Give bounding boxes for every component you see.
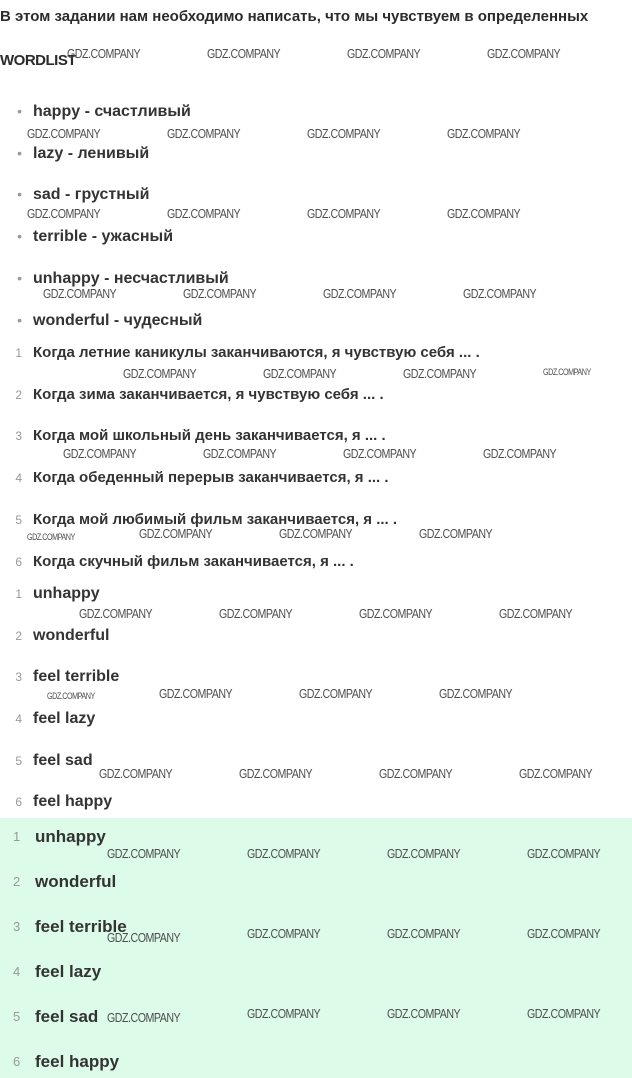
- watermark-text: GDZ.COMPANY: [47, 691, 95, 701]
- watermark-text: GDZ.COMPANY: [447, 206, 521, 221]
- question-item: 1 Когда летние каникулы заканчиваются, я чувствую себя ... .: [15, 344, 480, 361]
- watermark-text: GDZ.COMPANY: [347, 46, 421, 61]
- watermark-text: GDZ.COMPANY: [107, 1010, 181, 1025]
- watermark-text: GDZ.COMPANY: [63, 446, 137, 461]
- watermark-text: GDZ.COMPANY: [183, 286, 257, 301]
- watermark-text: GDZ.COMPANY: [487, 46, 561, 61]
- watermark-text: GDZ.COMPANY: [387, 1006, 461, 1021]
- watermark-text: GDZ.COMPANY: [419, 526, 493, 541]
- watermark-text: GDZ.COMPANY: [519, 766, 593, 781]
- answer-item: 6 feel happy: [15, 793, 113, 810]
- watermark-text: GDZ.COMPANY: [463, 286, 537, 301]
- bullet-icon: •: [17, 228, 22, 244]
- watermark-text: GDZ.COMPANY: [79, 606, 153, 621]
- watermark-text: GDZ.COMPANY: [27, 206, 101, 221]
- watermark-text: GDZ.COMPANY: [247, 846, 321, 861]
- answer-highlight-block: 1 unhappy 2 wonderful 3 feel terrible 4 feel lazy 5 feel sad 6 feel happy: [0, 818, 632, 1078]
- watermark-text: GDZ.COMPANY: [67, 46, 141, 61]
- answer-item: 2 wonderful: [15, 627, 110, 644]
- watermark-text: GDZ.COMPANY: [139, 526, 213, 541]
- watermark-text: GDZ.COMPANY: [27, 532, 75, 542]
- answer-item: 1 unhappy: [15, 585, 100, 602]
- bullet-icon: •: [17, 312, 22, 328]
- bullet-icon: •: [17, 186, 22, 202]
- watermark-text: GDZ.COMPANY: [307, 206, 381, 221]
- watermark-text: GDZ.COMPANY: [99, 766, 173, 781]
- watermark-text: GDZ.COMPANY: [439, 686, 513, 701]
- watermark-text: GDZ.COMPANY: [483, 446, 557, 461]
- wordlist-item: • wonderful - чудесный: [0, 312, 22, 330]
- question-item: 2 Когда зима заканчивается, я чувствую себя ... .: [15, 386, 384, 403]
- watermark-text: GDZ.COMPANY: [387, 846, 461, 861]
- question-item: 5 Когда мой любимый фильм заканчивается, я ... .: [15, 511, 398, 528]
- wordlist-item: • happy - счастливый: [0, 103, 22, 121]
- watermark-text: GDZ.COMPANY: [207, 46, 281, 61]
- watermark-text: GDZ.COMPANY: [299, 686, 373, 701]
- watermark-text: GDZ.COMPANY: [279, 526, 353, 541]
- answer-item: 4 feel lazy: [15, 710, 96, 727]
- answer-item: 5 feel sad: [15, 752, 93, 769]
- watermark-text: GDZ.COMPANY: [107, 930, 181, 945]
- watermark-text: GDZ.COMPANY: [447, 126, 521, 141]
- wordlist-item: • terrible - ужасный: [0, 228, 22, 246]
- question-item: 3 Когда мой школьный день заканчивается, я ... .: [15, 427, 386, 444]
- wordlist-item: • unhappy - несчастливый: [0, 270, 22, 288]
- bullet-icon: •: [17, 270, 22, 286]
- watermark-text: GDZ.COMPANY: [379, 766, 453, 781]
- watermark-text: GDZ.COMPANY: [359, 606, 433, 621]
- bullet-icon: •: [17, 145, 22, 161]
- wordlist-title: WORDLIST: [0, 52, 76, 69]
- question-item: 4 Когда обеденный перерыв заканчивается, я ... .: [15, 469, 389, 486]
- watermark-text: GDZ.COMPANY: [527, 846, 601, 861]
- watermark-text: GDZ.COMPANY: [543, 367, 591, 377]
- question-item: 6 Когда скучный фильм заканчивается, я ... .: [15, 553, 354, 570]
- watermark-text: GDZ.COMPANY: [203, 446, 277, 461]
- watermark-text: GDZ.COMPANY: [159, 686, 233, 701]
- watermark-text: GDZ.COMPANY: [239, 766, 313, 781]
- watermark-text: GDZ.COMPANY: [527, 926, 601, 941]
- watermark-text: GDZ.COMPANY: [27, 126, 101, 141]
- watermark-text: GDZ.COMPANY: [343, 446, 417, 461]
- watermark-text: GDZ.COMPANY: [43, 286, 117, 301]
- watermark-text: GDZ.COMPANY: [307, 126, 381, 141]
- watermark-text: GDZ.COMPANY: [387, 926, 461, 941]
- watermark-text: GDZ.COMPANY: [167, 126, 241, 141]
- watermark-text: GDZ.COMPANY: [499, 606, 573, 621]
- watermark-text: GDZ.COMPANY: [123, 366, 197, 381]
- watermark-text: GDZ.COMPANY: [247, 1006, 321, 1021]
- watermark-text: GDZ.COMPANY: [403, 366, 477, 381]
- watermark-text: GDZ.COMPANY: [107, 846, 181, 861]
- bullet-icon: •: [17, 103, 22, 119]
- wordlist-item: • lazy - ленивый: [0, 145, 22, 163]
- watermark-text: GDZ.COMPANY: [247, 926, 321, 941]
- watermark-text: GDZ.COMPANY: [219, 606, 293, 621]
- watermark-text: GDZ.COMPANY: [323, 286, 397, 301]
- intro-text: В этом задании нам необходимо написать, что мы чувствуем в определенных: [0, 8, 589, 25]
- watermark-text: GDZ.COMPANY: [263, 366, 337, 381]
- wordlist-item: • sad - грустный: [0, 186, 22, 204]
- watermark-text: GDZ.COMPANY: [527, 1006, 601, 1021]
- answer-item: 3 feel terrible: [15, 668, 120, 685]
- watermark-text: GDZ.COMPANY: [167, 206, 241, 221]
